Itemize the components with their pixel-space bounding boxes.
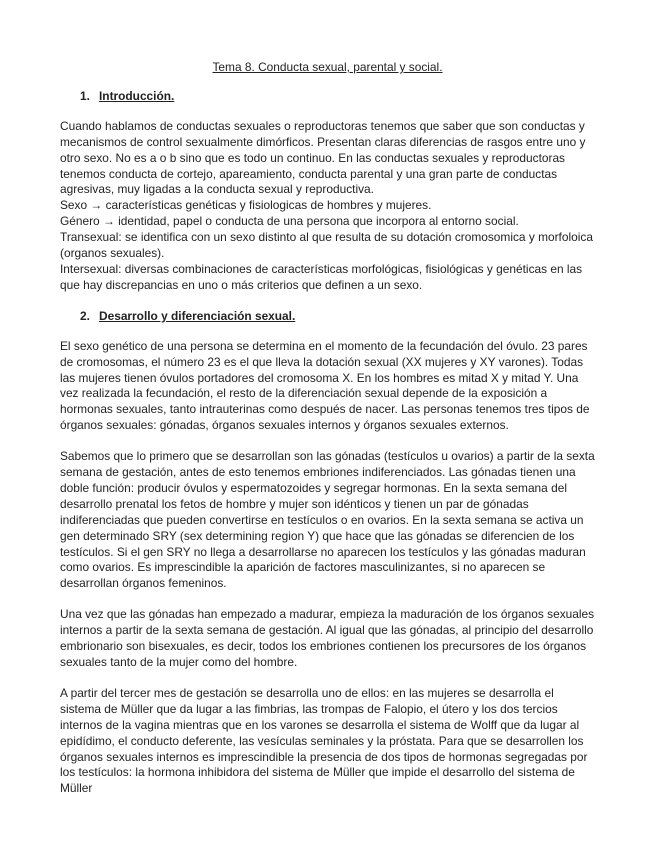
section-title: Introducción. <box>99 88 175 103</box>
definition-sexo: Sexo → características genéticas y fisiologicas de hombres y mujeres. <box>60 198 432 213</box>
definition-intersexual: Intersexual: diversas combinaciones de características morfológicas, fisiológicas y genéticas en las que hay discrepancias en uno o más criterios que definen a un sexo. <box>60 261 583 292</box>
introduccion-body <box>60 119 595 294</box>
document-title: Tema 8. Conducta sexual, parental y social. <box>212 60 443 74</box>
section-title: Desarrollo y diferenciación sexual. <box>99 308 296 323</box>
paragraph: Sabemos que lo primero que se desarrollan son las gónadas (testículos u ovarios) a partir de la sexta semana de gestación, antes de esto tenemos embriones indiferenciados. Las gónadas tienen una doble función: producir óvulos y espermatozoides y segregar hormonas. En la sexta semana del desarrollo prenatal los fetos de hombre y mujer son idénticos y tienen un par de gónadas indiferenciadas que pueden convertirse en testículos o en ovarios. En la sexta semana se activa un gen determinado SRY (sex determining region Y) que hace que las gónadas se diferencien de los testículos. Si el gen SRY no llega a desarrollarse no aparecen los testículos y las gónadas maduran como ovarios. Es imprescindible la aparición de factores masculinizantes, si no aparecen se desarrollan órganos femeninos. <box>60 449 595 591</box>
paragraph: Cuando hablamos de conductas sexuales o reproductoras tenemos que saber que son conductas y mecanismos de control sexualmente dimórficos. Presentan claras diferencias de rasgos entre uno y otro sexo. No es a o b sino que es todo un continuo. En las conductas sexuales y reproductoras tenemos conducta de cortejo, apareamiento, conducta parental y una gran parte de conductas agresivas, muy ligadas a la conducta sexual y reproductiva. <box>60 118 586 197</box>
paragraph: A partir del tercer mes de gestación se desarrolla uno de ellos: en las mujeres se desarrolla el sistema de Müller que da lugar a las fimbrias, las trompas de Falopio, el útero y los dos tercios internos de la vagina mientras que en los varones se desarrolla el sistema de Wolff que da lugar al epidídimo, el conducto deferente, las vesículas seminales y la próstata. Para que se desarrollen los órganos sexuales internos es imprescindible la presencia de dos tipos de hormonas segregadas por los testículos: la hormona inhibidora del sistema de Müller que impide el desarrollo del sistema de Müller <box>60 685 588 796</box>
paragraph: El sexo genético de una persona se determina en el momento de la fecundación del óvulo. 23 pares de cromosomas, el número 23 es el que lleva la dotación sexual (XX mujeres y XY varones). Todas las mujeres tienen óvulos portadores del cromosoma X. En los hombres es mitad X y mitad Y. Una vez realizada la fecundación, el resto de la diferenciación sexual depende de la exposición a hormonas sexuales, tanto intrauterinas como después de nacer. Las personas tenemos tres tipos de órganos sexuales: gónadas, órganos sexuales internos y órganos sexuales externos. <box>60 338 590 433</box>
section-heading-introduccion <box>60 89 595 105</box>
section-number: 2. <box>80 308 90 323</box>
definition-transexual: Transexual: se identifica con un sexo distinto al que resulta de su dotación cromosomica y morfoloica (organos sexuales). <box>60 230 593 261</box>
definition-genero: Género → identidad, papel o conducta de una persona que incorpora al entorno social. <box>60 214 519 229</box>
section-number: 1. <box>80 88 90 103</box>
section-heading-desarrollo <box>60 309 595 325</box>
paragraph: Una vez que las gónadas han empezado a madurar, empieza la maduración de los órganos sexuales internos a partir de la sexta semana de gestación. Al igual que las gónadas, al principio del desarrollo embrionario son bisexuales, es decir, todos los embriones contienen los precursores de los órganos sexuales tanto de la mujer como del hombre. <box>60 607 595 669</box>
